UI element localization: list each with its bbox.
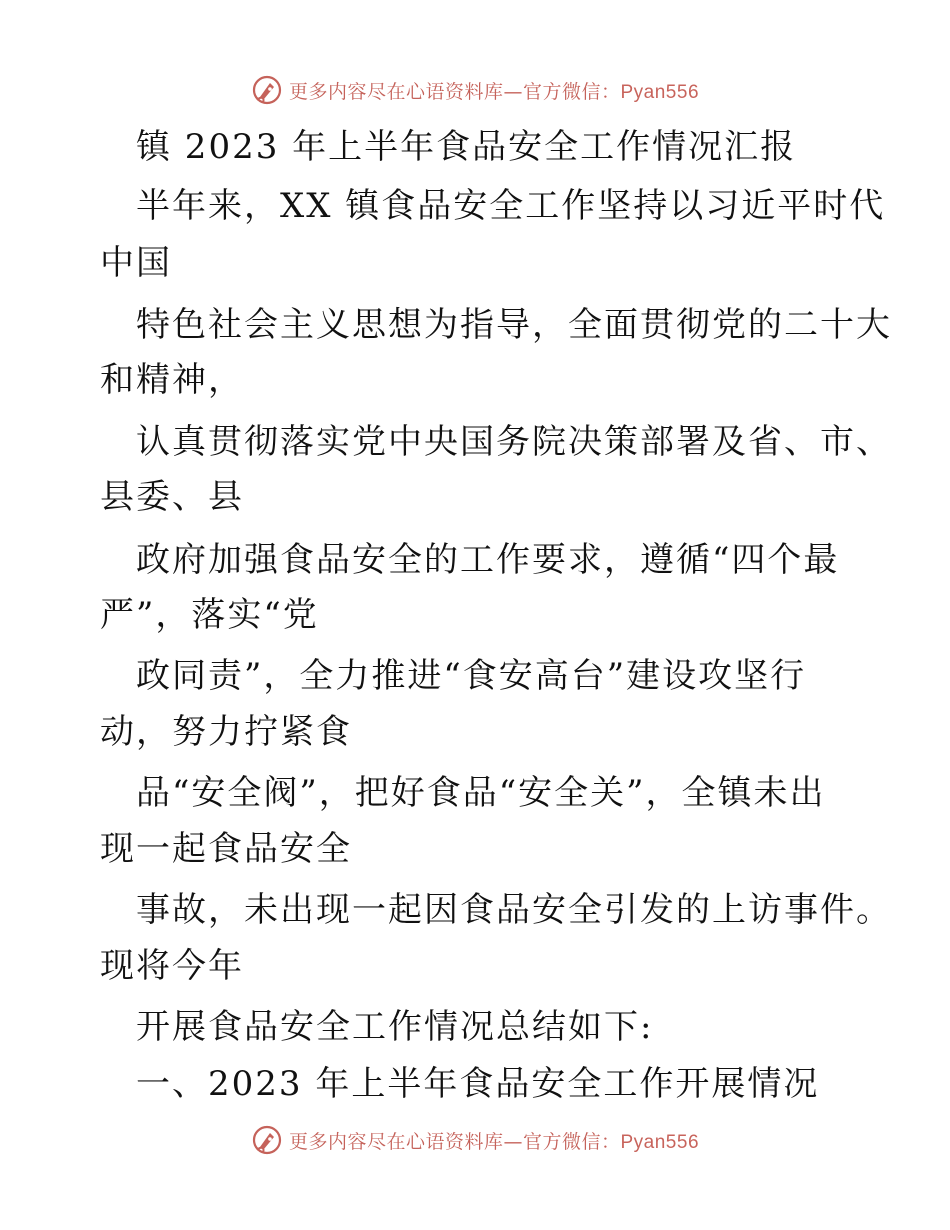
paragraph-line: 现将今年 — [100, 946, 244, 986]
watermark-header — [0, 70, 950, 110]
paragraph-line: 政同责”，全力推进“食安高台”建设攻坚行 — [136, 656, 807, 696]
paragraph-line: 和精神， — [100, 360, 244, 400]
paragraph-line: 中国 — [100, 243, 172, 283]
paragraph-line: 认真贯彻落实党中央国务院决策部署及省、市、 — [136, 422, 892, 462]
paragraph-line: 特色社会主义思想为指导，全面贯彻党的二十大 — [136, 305, 892, 345]
document-title: 镇 2023 年上半年食品安全工作情况汇报 — [136, 127, 797, 167]
pen-nib-logo-icon — [251, 74, 283, 106]
paragraph-line: 现一起食品安全 — [100, 829, 352, 869]
section-heading: 一、2023 年上半年食品安全工作开展情况 — [136, 1064, 820, 1104]
paragraph-line: 严”，落实“党 — [100, 595, 319, 635]
watermark-handle: Pyan556 — [620, 1131, 700, 1153]
watermark-footer — [0, 1120, 950, 1160]
paragraph-line: 品“安全阀”，把好食品“安全关”，全镇未出 — [136, 773, 826, 813]
paragraph-line: 政府加强食品安全的工作要求，遵循“四个最 — [136, 540, 840, 580]
paragraph-line: 开展食品安全工作情况总结如下: — [136, 1007, 654, 1047]
watermark-text: 更多内容尽在心语资料库—官方微信：Pyan556 — [288, 1130, 700, 1153]
pen-nib-logo-icon — [251, 1124, 283, 1156]
watermark-text: 更多内容尽在心语资料库—官方微信：Pyan556 — [288, 80, 700, 103]
paragraph-line: 县委、县 — [100, 477, 244, 517]
watermark-handle: Pyan556 — [620, 81, 700, 103]
paragraph-line: 动，努力拧紧食 — [100, 712, 352, 752]
paragraph-line: 半年来，XX 镇食品安全工作坚持以习近平时代 — [136, 186, 886, 226]
paragraph-line: 事故，未出现一起因食品安全引发的上访事件。 — [136, 890, 892, 930]
